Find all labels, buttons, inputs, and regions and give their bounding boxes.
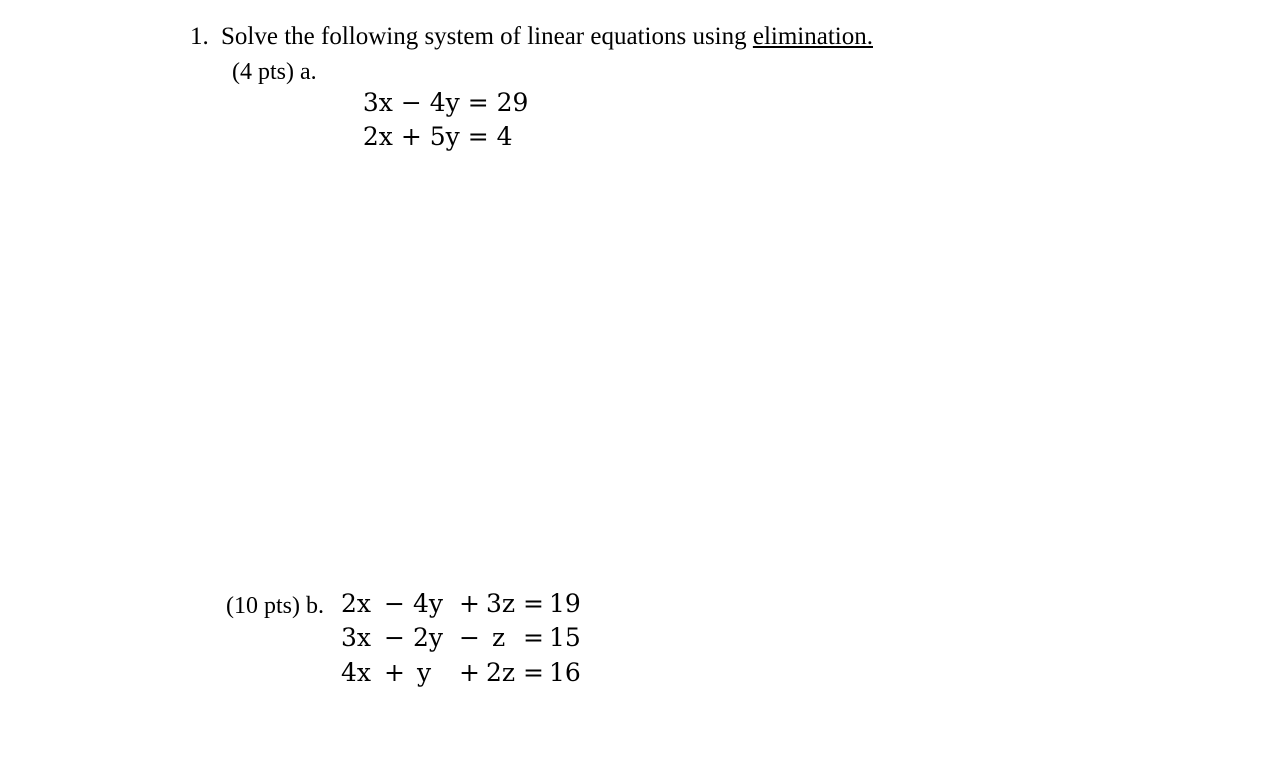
part-b-eq1-term3: 3z — [486, 589, 516, 618]
part-a-eq1-rhs: 29 — [496, 88, 529, 117]
part-a-equation-1: 3x − 4y = 29 — [362, 88, 529, 117]
part-b-eq2-equals: = — [523, 623, 544, 652]
part-b-eq3-term2: y — [417, 658, 432, 687]
part-b-eq2-op2: − — [459, 623, 480, 652]
question-number: 1. — [190, 23, 209, 50]
part-b-eq3-op1: + — [384, 658, 405, 687]
question-text: Solve the following system of linear equations using — [221, 23, 753, 50]
part-b-eq3-op2: + — [459, 658, 480, 687]
part-b-points: (10 pts) b. — [226, 593, 324, 619]
part-b-eq1-op1: − — [384, 589, 405, 618]
part-b-equation-2 — [341, 622, 601, 654]
part-b-equation-3 — [341, 657, 601, 689]
question-heading — [190, 22, 873, 52]
part-a-equation-2: 2x + 5y = 4 — [362, 122, 513, 151]
part-a-points: (4 pts) a. — [232, 59, 317, 85]
part-b-eq2-op1: − — [384, 623, 405, 652]
part-b-equation-1 — [341, 588, 601, 620]
part-b-eq2-term3: z — [492, 623, 506, 652]
part-b-eq2-term1: 3x — [341, 623, 372, 652]
part-b-eq3-rhs: 16 — [549, 658, 581, 687]
method-word: elimination. — [752, 23, 873, 50]
part-b-eq3-equals: = — [523, 658, 544, 687]
part-b-eq3-term3: 2z — [486, 658, 516, 687]
part-b-eq1-op2: + — [459, 589, 480, 618]
part-a-eq1-lhs: 3x − 4y — [362, 88, 460, 117]
part-b-eq1-term2: 4y — [413, 589, 444, 618]
part-b-eq1-rhs: 19 — [549, 589, 581, 618]
part-b-eq2-term2: 2y — [413, 623, 444, 652]
part-a-eq2-lhs: 2x + 5y — [362, 122, 460, 151]
part-b-eq2-rhs: 15 — [549, 623, 581, 652]
part-b-eq1-equals: = — [523, 589, 544, 618]
part-a-eq2-rhs: 4 — [496, 122, 513, 151]
part-b-eq1-term1: 2x — [341, 589, 372, 618]
part-b-eq3-term1: 4x — [341, 658, 372, 687]
